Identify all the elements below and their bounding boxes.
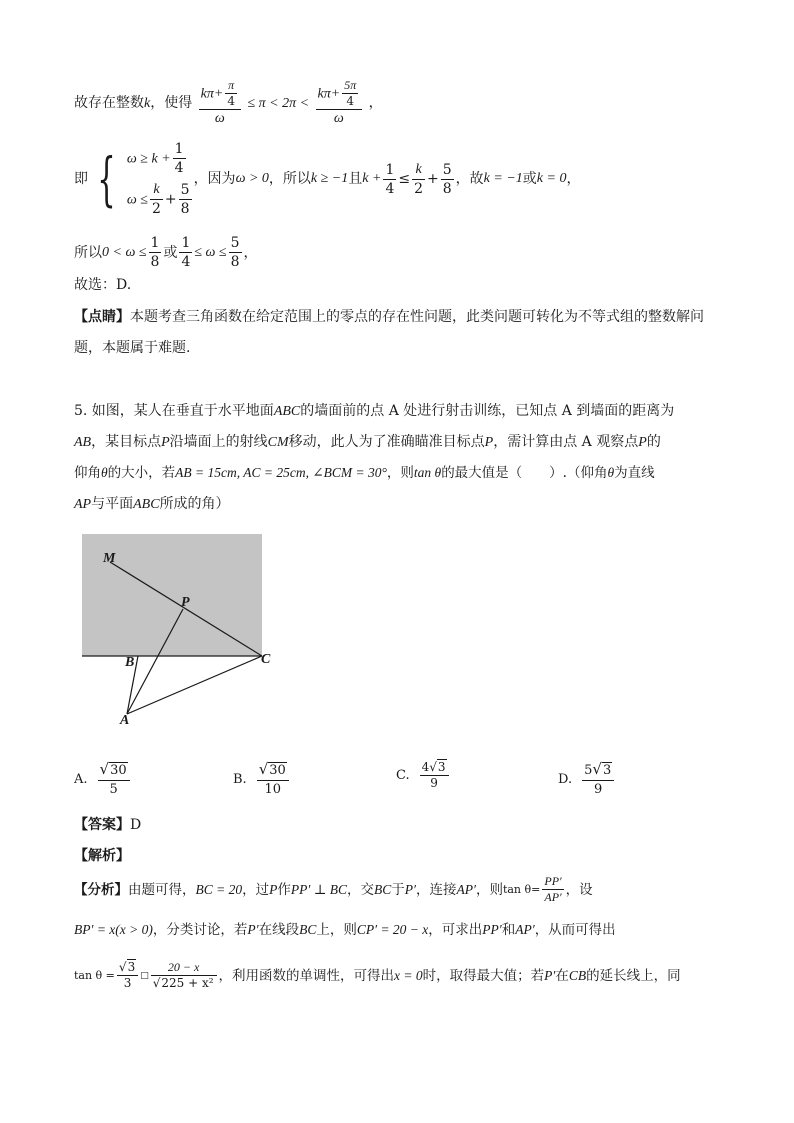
fraction (179, 181, 192, 218)
math: □ (140, 970, 149, 981)
line-omega-range (74, 234, 258, 271)
brace: { (97, 145, 116, 213)
frac-den: 8 (230, 254, 240, 270)
text: 作 (277, 881, 291, 898)
line-choose-d: 故选：D. (74, 277, 132, 293)
text: 的大小，若 (107, 465, 176, 481)
frac-num: 20 − x (151, 960, 217, 976)
frac-den: 9 (430, 776, 438, 790)
text: ，设 (565, 881, 593, 898)
fenxi-line-2 (74, 920, 616, 940)
frac-inner (225, 78, 237, 109)
line-exist-integer (74, 78, 383, 128)
line-ac (127, 656, 262, 714)
frac-den: 4 (174, 160, 184, 176)
math: 0 < ω ≤ (102, 244, 147, 260)
fraction (229, 234, 242, 271)
label-c: C (261, 652, 271, 667)
fraction: $\frac{√30}{5}$ (98, 760, 130, 799)
text: ，过 (242, 881, 270, 898)
text: 本题考查三角函数在给定范围上的零点的存在性问题，此类问题可转化为不等式组的整数解问 (130, 309, 704, 325)
frac-num: π (225, 78, 237, 94)
answer-tag: 【答案】 (74, 817, 130, 833)
text: 的延长线上，同 (586, 967, 681, 984)
math: P′ (544, 967, 556, 983)
label-p: P (181, 595, 190, 610)
math: + (427, 171, 439, 187)
math: ≤ ω ≤ (194, 244, 227, 260)
text: 在线段 (258, 922, 300, 938)
math: + (164, 191, 177, 208)
math: k ≥ −1 (310, 171, 349, 186)
math: k + (362, 171, 382, 186)
fraction (150, 181, 163, 218)
problem5-line-3 (74, 463, 655, 483)
frac-den: 4 (346, 94, 355, 108)
frac-num: 1 (181, 235, 191, 251)
fraction (542, 874, 563, 905)
frac-den: 9 (594, 782, 603, 797)
text: 5. 如图，某人在垂直于水平地面 (74, 403, 274, 419)
text: 所以 (74, 244, 102, 261)
math: tan θ= (502, 882, 541, 896)
text: ，故 (455, 171, 484, 187)
fraction (441, 161, 454, 198)
math: P (161, 435, 170, 450)
text: 或 (163, 244, 178, 261)
math: tan θ (413, 465, 442, 480)
comment-line-2: 题，本题属于难题. (74, 340, 191, 356)
frac-num: kπ+ (200, 86, 224, 102)
fraction: $\frac{5√3}{9}$ (582, 760, 614, 799)
frac-inner (342, 78, 358, 109)
frac-num: 5 (442, 161, 452, 178)
text: ，连接 (416, 881, 457, 898)
choice-b[interactable] (233, 760, 291, 799)
text: 或 (522, 171, 537, 187)
frac-num: 5π (344, 78, 357, 92)
inequality-system (88, 140, 194, 218)
problem5-line-4 (74, 494, 230, 515)
fraction: $\frac{20 - x}{\text{√225 + x²}}$ (151, 960, 217, 991)
math: P′ (404, 881, 416, 897)
radicand: 3 (127, 960, 136, 974)
wall-figure (82, 534, 282, 729)
text: 由题可得， (128, 881, 196, 898)
math: BP′ = x(x > 0) (74, 922, 153, 937)
radicand: 225 + x² (161, 976, 214, 990)
math: P (638, 435, 647, 450)
comment-line-1 (74, 307, 704, 327)
choice-letter: A. (74, 772, 88, 787)
frac-den: 5 (109, 782, 118, 797)
frac-num: 1 (150, 235, 160, 251)
frac-num: 1 (385, 161, 395, 178)
label-b: B (125, 655, 135, 670)
math: k = −1 (483, 171, 523, 186)
fenxi-line-1 (74, 874, 593, 905)
fraction-2 (316, 78, 363, 128)
text: ，分类讨论，若 (152, 922, 248, 938)
math: BC = 20 (195, 881, 243, 897)
analysis-line (74, 846, 130, 866)
math: ABC (273, 404, 301, 419)
fraction (179, 234, 192, 271)
text: 与平面 (91, 496, 134, 512)
math: θ (607, 465, 615, 480)
system-row-1 (127, 140, 194, 177)
text: ， (243, 244, 258, 261)
fraction (383, 161, 396, 198)
text: 且 (348, 171, 363, 187)
fenxi-line-3 (74, 960, 681, 991)
frac-den: 4 (181, 254, 191, 270)
math: CP′ = 20 − x (356, 922, 429, 937)
text: ，所以 (268, 171, 311, 187)
frac-den: 2 (414, 180, 424, 197)
frac-num: k (412, 161, 425, 180)
text: ，利用函数的单调性，可得出 (218, 967, 395, 984)
math: AP (74, 497, 92, 512)
fraction (149, 234, 162, 271)
math: tan θ = (74, 968, 115, 982)
frac-num: 5 (230, 235, 240, 251)
problem5-line-1 (74, 401, 674, 422)
system-row-2 (127, 181, 194, 218)
label-m: M (103, 551, 116, 566)
text: ，需计算由点 A 观察点 (493, 434, 639, 450)
text: 的墙面前的点 A 处进行射击训练，已知点 A 到墙面的距离为 (300, 403, 675, 419)
frac-den: ω (214, 111, 225, 126)
frac-num: kπ+ (317, 86, 341, 102)
text: ，交 (347, 881, 375, 898)
text: ， (566, 171, 581, 187)
frac-den: 8 (442, 180, 452, 197)
frac-den: 8 (150, 254, 160, 270)
math: P′ (247, 922, 259, 937)
math: AP′ (515, 922, 535, 937)
answer-line (74, 815, 141, 835)
frac-den: 10 (264, 782, 282, 797)
frac-num: k (150, 181, 163, 200)
text: 的 (646, 434, 661, 450)
fraction (173, 140, 186, 177)
comment-tag: 【点睛】 (74, 309, 130, 325)
text: 上，则 (316, 922, 357, 938)
radicand: 3 (602, 763, 612, 778)
answer-value: D (130, 817, 142, 833)
math: ABC (133, 497, 160, 512)
math: P (484, 435, 494, 450)
choice-d[interactable] (558, 760, 616, 799)
frac-num: 5 (180, 182, 190, 198)
radicand: 30 (269, 763, 286, 778)
math: AP′ (456, 881, 476, 897)
fraction (412, 161, 425, 198)
fenxi-tag: 【分析】 (74, 881, 128, 898)
text: 沿墙面上的射线 (169, 434, 268, 450)
text: ，可求出 (428, 922, 483, 938)
frac-den: 4 (385, 180, 395, 197)
frac-den: 8 (180, 201, 190, 217)
text: ，从而可得出 (534, 922, 616, 938)
frac-den: 3 (123, 976, 132, 990)
math: ≤ (398, 171, 411, 187)
math: AB = 15cm, AC = 25cm, ∠BCM = 30° (175, 465, 387, 480)
math: CB (568, 967, 587, 983)
text: 时，取得最大值；若 (422, 967, 545, 984)
math: ω > 0 (235, 171, 269, 186)
math-k: k (144, 96, 151, 111)
problem5-line-2 (74, 432, 661, 453)
math: CM (267, 435, 289, 450)
math: BC (374, 881, 392, 897)
line-system (74, 140, 580, 218)
fraction: $\frac{4√3}{9}$ (420, 760, 449, 791)
text: 在 (555, 967, 569, 984)
math: x = 0 (394, 967, 423, 983)
frac-num: PP′ (544, 874, 562, 888)
text: ， (368, 95, 383, 111)
fraction: $\frac{√3}{3}$ (117, 960, 138, 991)
frac-den: AP′ (544, 890, 562, 904)
choice-a[interactable] (74, 760, 132, 799)
coefficient: 5 (584, 763, 593, 778)
text: 故存在整数 (74, 95, 144, 111)
math: PP′ (482, 922, 502, 937)
text: 所成的角） (159, 496, 230, 512)
text: 仰角 (74, 465, 101, 481)
inequality: ≤ π < 2π < (247, 96, 310, 111)
fraction-1 (199, 78, 241, 128)
choice-c[interactable] (396, 760, 451, 791)
text: ，则 (386, 465, 414, 481)
math: BC (299, 922, 317, 937)
choice-letter: C. (396, 768, 410, 783)
math: ω ≥ k + (126, 151, 171, 167)
math: PP′ ⊥ BC (290, 881, 348, 897)
text: 即 (74, 171, 88, 187)
math: k = 0 (536, 171, 567, 186)
text: ，则 (475, 881, 503, 898)
text: 于 (391, 881, 405, 898)
text: 为直线 (614, 465, 655, 481)
text: 的最大值是（ ）.（仰角 (441, 465, 608, 481)
frac-den: 4 (227, 94, 235, 108)
math: θ (101, 465, 108, 480)
label-a: A (120, 713, 130, 728)
choice-letter: B. (233, 772, 247, 787)
math: AB (74, 435, 92, 450)
text: 和 (501, 922, 516, 938)
frac-den: ω (333, 111, 344, 126)
math: P (269, 881, 278, 897)
radicand: 30 (110, 763, 127, 778)
text: 移动，此人为了准确瞄准目标点 (288, 434, 485, 450)
analysis-tag: 【解析】 (74, 848, 130, 864)
text: ，某目标点 (91, 434, 162, 450)
text: ，使得 (150, 95, 193, 111)
math: ω ≤ (126, 192, 148, 208)
coefficient: 4 (421, 760, 430, 774)
radicand: 3 (437, 760, 446, 774)
frac-num: 1 (174, 141, 184, 157)
text: ，因为 (193, 171, 236, 187)
fraction: $\frac{√30}{10}$ (257, 760, 289, 799)
choice-letter: D. (558, 772, 573, 787)
frac-den: 2 (151, 201, 161, 217)
